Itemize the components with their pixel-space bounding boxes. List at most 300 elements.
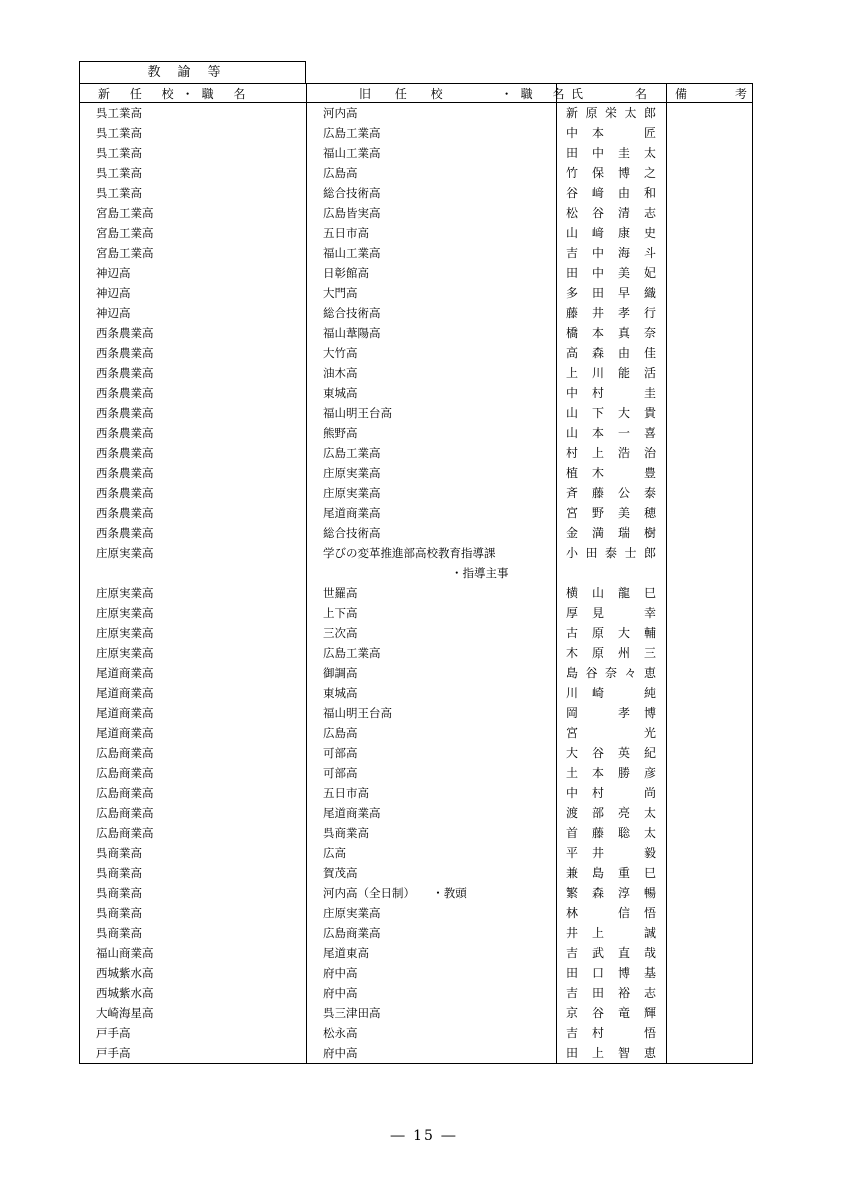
cell-name [557, 263, 667, 283]
cell-note [667, 223, 753, 243]
cell-old-school: 広島工業高 [307, 123, 557, 143]
cell-name [557, 163, 667, 183]
cell-old-school: 呉商業高 [307, 823, 557, 843]
cell-note [667, 843, 753, 863]
cell-new-school: 呉工業高 [80, 123, 307, 143]
cell-old-school: 広島皆実高 [307, 203, 557, 223]
cell-old-school: 尾道東高 [307, 943, 557, 963]
cell-old-school: 熊野高 [307, 423, 557, 443]
person-name: 中本 匠 [566, 126, 656, 140]
cell-new-school: 大崎海星高 [80, 1003, 307, 1023]
cell-name [557, 623, 667, 643]
table-row [80, 1003, 753, 1023]
table-row [80, 1043, 753, 1064]
cell-old-school: 学びの変革推進部高校教育指導課 [307, 543, 557, 563]
cell-note [667, 723, 753, 743]
cell-new-school: 広島商業高 [80, 743, 307, 763]
person-name: 新原栄太郎 [566, 106, 656, 120]
person-name: 島谷奈々恵 [566, 666, 656, 680]
person-name: 吉村 悟 [566, 1026, 656, 1040]
cell-new-school: 西条農業高 [80, 363, 307, 383]
cell-name [557, 543, 667, 563]
cell-old-school: 府中高 [307, 983, 557, 1003]
person-name: 宮 光 [566, 726, 656, 740]
table-row [80, 763, 753, 783]
cell-name [557, 363, 667, 383]
person-name: 山下大貴 [566, 406, 656, 420]
cell-new-school: 呉商業高 [80, 903, 307, 923]
cell-note [667, 903, 753, 923]
cell-new-school: 戸手高 [80, 1043, 307, 1064]
cell-old-school: 広島高 [307, 163, 557, 183]
cell-note [667, 203, 753, 223]
person-name: 古原大輔 [566, 626, 656, 640]
header-old-school [307, 84, 573, 103]
cell-name [557, 603, 667, 623]
cell-new-school: 宮島工業高 [80, 203, 307, 223]
cell-old-school: 福山葦陽高 [307, 323, 557, 343]
person-name: 横山龍巳 [566, 586, 656, 600]
person-name: 山﨑康史 [566, 226, 656, 240]
cell-new-school: 西条農業高 [80, 403, 307, 423]
table-row [80, 863, 753, 883]
cell-note [667, 1023, 753, 1043]
cell-new-school: 西城紫水高 [80, 983, 307, 1003]
cell-new-school: 広島商業高 [80, 803, 307, 823]
cell-new-school: 西城紫水高 [80, 963, 307, 983]
table-row [80, 583, 753, 603]
header-name-a: 氏 [571, 86, 584, 101]
cell-old-school [307, 563, 557, 583]
cell-name [557, 103, 667, 124]
cell-name [557, 123, 667, 143]
person-name: 吉武直哉 [566, 946, 656, 960]
person-name: 木原州三 [566, 646, 656, 660]
cell-note [667, 483, 753, 503]
cell-old-school: 庄原実業高 [307, 463, 557, 483]
cell-note [667, 823, 753, 843]
table-row [80, 903, 753, 923]
person-name: 田口博基 [566, 966, 656, 980]
table-row [80, 243, 753, 263]
person-name: 京谷竜輝 [566, 1006, 656, 1020]
table-row [80, 363, 753, 383]
page-number: ― 15 ― [390, 1128, 458, 1144]
table-row [80, 643, 753, 663]
cell-old-school: 五日市高 [307, 223, 557, 243]
person-name: 宮野美穂 [566, 506, 656, 520]
cell-new-school: 戸手高 [80, 1023, 307, 1043]
person-name: 繁森淳暢 [566, 886, 656, 900]
cell-old-school: 東城高 [307, 383, 557, 403]
person-name: 渡部亮太 [566, 806, 656, 820]
table-row [80, 1023, 753, 1043]
table-row [80, 223, 753, 243]
cell-note [667, 783, 753, 803]
cell-note [667, 423, 753, 443]
cell-old-school: 広島工業高 [307, 643, 557, 663]
cell-note [667, 623, 753, 643]
header-new-school: 新 任 校・職 名 [80, 84, 307, 103]
table-row [80, 423, 753, 443]
cell-new-school: 庄原実業高 [80, 623, 307, 643]
table-row [80, 963, 753, 983]
person-name: 井上 誠 [566, 926, 656, 940]
table-body [80, 103, 753, 1064]
cell-name [557, 823, 667, 843]
cell-name [557, 743, 667, 763]
cell-new-school: 神辺高 [80, 283, 307, 303]
cell-old-school: 福山明王台高 [307, 403, 557, 423]
cell-name [557, 783, 667, 803]
cell-new-school: 呉商業高 [80, 863, 307, 883]
cell-note [667, 703, 753, 723]
header-name-b: 名 [635, 86, 648, 101]
person-name: 林 信悟 [566, 906, 656, 920]
person-name: 吉田裕志 [566, 986, 656, 1000]
cell-old-school: 可部高 [307, 763, 557, 783]
cell-new-school: 宮島工業高 [80, 243, 307, 263]
cell-new-school: 広島商業高 [80, 783, 307, 803]
cell-new-school: 呉商業高 [80, 923, 307, 943]
table-row [80, 383, 753, 403]
cell-note [667, 803, 753, 823]
cell-old-school: 御調高 [307, 663, 557, 683]
cell-new-school: 西条農業高 [80, 383, 307, 403]
cell-note [667, 583, 753, 603]
table-row [80, 743, 753, 763]
cell-note [667, 503, 753, 523]
table-row [80, 463, 753, 483]
cell-old-school: 三次高 [307, 623, 557, 643]
table-row [80, 683, 753, 703]
cell-note [667, 963, 753, 983]
cell-name [557, 843, 667, 863]
cell-note [667, 743, 753, 763]
table-row [80, 843, 753, 863]
table-row [80, 503, 753, 523]
cell-name [557, 523, 667, 543]
cell-new-school: 呉工業高 [80, 183, 307, 203]
cell-name [557, 403, 667, 423]
person-name: 高森由佳 [566, 346, 656, 360]
table-row [80, 623, 753, 643]
cell-note [667, 263, 753, 283]
table-row [80, 103, 753, 124]
cell-note [667, 563, 753, 583]
cell-old-school: 呉三津田高 [307, 1003, 557, 1023]
person-name: 谷﨑由和 [566, 186, 656, 200]
cell-old-school: 日彰館高 [307, 263, 557, 283]
cell-new-school [80, 563, 307, 583]
cell-old-school: 大門高 [307, 283, 557, 303]
cell-old-school: 上下高 [307, 603, 557, 623]
cell-new-school: 宮島工業高 [80, 223, 307, 243]
person-name: 中村 尚 [566, 786, 656, 800]
cell-old-school: 広高 [307, 843, 557, 863]
table-row [80, 343, 753, 363]
cell-note [667, 443, 753, 463]
cell-name [557, 183, 667, 203]
cell-name [557, 763, 667, 783]
cell-name [557, 323, 667, 343]
person-name: 土本勝彦 [566, 766, 656, 780]
cell-note [667, 243, 753, 263]
cell-name [557, 1023, 667, 1043]
table-row [80, 663, 753, 683]
cell-new-school: 尾道商業高 [80, 663, 307, 683]
table-row [80, 323, 753, 343]
cell-old-school: 広島商業高 [307, 923, 557, 943]
table-row [80, 703, 753, 723]
person-name: 橋本真奈 [566, 326, 656, 340]
person-name: 竹保博之 [566, 166, 656, 180]
cell-note [667, 403, 753, 423]
section-label: 教諭等 [79, 61, 306, 83]
cell-old-school: 総合技術高 [307, 183, 557, 203]
person-name: 兼島重巳 [566, 866, 656, 880]
person-name: 吉中海斗 [566, 246, 656, 260]
cell-note [667, 303, 753, 323]
cell-old-school: 広島高 [307, 723, 557, 743]
cell-name [557, 503, 667, 523]
table-row [80, 403, 753, 423]
cell-new-school: 西条農業高 [80, 503, 307, 523]
header-name [557, 84, 667, 103]
cell-name [557, 903, 667, 923]
cell-new-school: 庄原実業高 [80, 643, 307, 663]
cell-name [557, 583, 667, 603]
person-name: 村上浩治 [566, 446, 656, 460]
cell-new-school: 神辺高 [80, 303, 307, 323]
table-row [80, 143, 753, 163]
cell-name [557, 663, 667, 683]
cell-new-school: 呉工業高 [80, 103, 307, 124]
table-row [80, 483, 753, 503]
cell-name [557, 563, 667, 583]
cell-new-school: 庄原実業高 [80, 583, 307, 603]
cell-name [557, 383, 667, 403]
table-row [80, 723, 753, 743]
cell-new-school: 呉工業高 [80, 163, 307, 183]
cell-note [667, 943, 753, 963]
person-name: 大谷英紀 [566, 746, 656, 760]
table-row [80, 123, 753, 143]
table-header-row [80, 84, 753, 103]
cell-name [557, 203, 667, 223]
cell-note [667, 863, 753, 883]
cell-new-school: 尾道商業高 [80, 723, 307, 743]
cell-old-school: 尾道商業高 [307, 803, 557, 823]
table-row [80, 263, 753, 283]
cell-old-school: 福山工業高 [307, 243, 557, 263]
cell-new-school: 神辺高 [80, 263, 307, 283]
table-row [80, 443, 753, 463]
table-row [80, 603, 753, 623]
cell-note [667, 603, 753, 623]
cell-new-school: 呉商業高 [80, 843, 307, 863]
cell-note [667, 383, 753, 403]
cell-new-school: 尾道商業高 [80, 683, 307, 703]
cell-note [667, 463, 753, 483]
cell-new-school: 西条農業高 [80, 343, 307, 363]
cell-name [557, 243, 667, 263]
cell-note [667, 103, 753, 124]
header-note-a: 備 [675, 86, 688, 101]
cell-note [667, 983, 753, 1003]
cell-name [557, 803, 667, 823]
cell-note [667, 323, 753, 343]
table-row [80, 783, 753, 803]
cell-old-school: 福山明王台高 [307, 703, 557, 723]
cell-old-school: 可部高 [307, 743, 557, 763]
cell-note [667, 763, 753, 783]
cell-new-school: 庄原実業高 [80, 603, 307, 623]
cell-old-school: 庄原実業高 [307, 483, 557, 503]
cell-name [557, 223, 667, 243]
table-row [80, 183, 753, 203]
table-row [80, 923, 753, 943]
cell-name [557, 723, 667, 743]
table-row [80, 543, 753, 563]
person-name: 田中美妃 [566, 266, 656, 280]
person-name: 松谷清志 [566, 206, 656, 220]
cell-old-school: 総合技術高 [307, 303, 557, 323]
table-row [80, 203, 753, 223]
person-name: 平井 毅 [566, 846, 656, 860]
cell-note [667, 283, 753, 303]
cell-new-school: 呉商業高 [80, 883, 307, 903]
cell-old-school: 河内高（全日制） ・教頭 [307, 883, 557, 903]
cell-old-school: 総合技術高 [307, 523, 557, 543]
cell-name [557, 283, 667, 303]
table-row [80, 563, 753, 583]
cell-name [557, 443, 667, 463]
person-name: 首藤聡太 [566, 826, 656, 840]
cell-name [557, 703, 667, 723]
table-row [80, 283, 753, 303]
cell-old-school: 松永高 [307, 1023, 557, 1043]
table-row [80, 803, 753, 823]
header-old-school-b: ・職 名 [500, 86, 573, 101]
table-row [80, 163, 753, 183]
cell-name [557, 643, 667, 663]
person-name: 植木 豊 [566, 466, 656, 480]
personnel-table [79, 83, 753, 1064]
cell-new-school: 西条農業高 [80, 463, 307, 483]
cell-name [557, 683, 667, 703]
header-note-b: 考 [735, 86, 748, 101]
cell-note [667, 643, 753, 663]
table-row [80, 983, 753, 1003]
cell-new-school: 西条農業高 [80, 483, 307, 503]
cell-name [557, 423, 667, 443]
person-name: 藤井孝行 [566, 306, 656, 320]
cell-note [667, 1043, 753, 1064]
cell-note [667, 343, 753, 363]
cell-note [667, 363, 753, 383]
cell-old-school: 尾道商業高 [307, 503, 557, 523]
person-name: 多田早織 [566, 286, 656, 300]
person-name: 金満瑞樹 [566, 526, 656, 540]
cell-old-school: 東城高 [307, 683, 557, 703]
cell-name [557, 143, 667, 163]
cell-note [667, 883, 753, 903]
cell-old-school: 庄原実業高 [307, 903, 557, 923]
cell-old-school: 府中高 [307, 963, 557, 983]
cell-new-school: 呉工業高 [80, 143, 307, 163]
person-name: 斉藤公泰 [566, 486, 656, 500]
cell-new-school: 広島商業高 [80, 823, 307, 843]
cell-name [557, 303, 667, 323]
cell-new-school: 広島商業高 [80, 763, 307, 783]
table-row [80, 523, 753, 543]
header-note [667, 84, 753, 103]
person-name: 山本一喜 [566, 426, 656, 440]
table-row [80, 823, 753, 843]
cell-note [667, 663, 753, 683]
cell-note [667, 183, 753, 203]
cell-old-school: 河内高 [307, 103, 557, 124]
cell-name [557, 983, 667, 1003]
table-row [80, 883, 753, 903]
cell-old-school: 大竹高 [307, 343, 557, 363]
person-name: 中村 圭 [566, 386, 656, 400]
person-name: 上川能活 [566, 366, 656, 380]
cell-new-school: 福山商業高 [80, 943, 307, 963]
person-name: 田中圭太 [566, 146, 656, 160]
cell-note [667, 143, 753, 163]
table-row [80, 303, 753, 323]
cell-name [557, 863, 667, 883]
cell-name [557, 883, 667, 903]
cell-new-school: 尾道商業高 [80, 703, 307, 723]
cell-note [667, 543, 753, 563]
cell-name [557, 343, 667, 363]
cell-note [667, 523, 753, 543]
cell-name [557, 923, 667, 943]
person-name: 田上智恵 [566, 1046, 656, 1060]
cell-old-school-continuation: ・指導主事 [451, 566, 509, 580]
cell-old-school: 福山工業高 [307, 143, 557, 163]
cell-new-school: 西条農業高 [80, 443, 307, 463]
cell-new-school: 西条農業高 [80, 523, 307, 543]
cell-new-school: 西条農業高 [80, 323, 307, 343]
header-old-school-a: 旧 任 校 [359, 86, 453, 101]
cell-old-school: 世羅高 [307, 583, 557, 603]
cell-old-school: 広島工業高 [307, 443, 557, 463]
cell-name [557, 1043, 667, 1064]
table-row [80, 943, 753, 963]
cell-old-school: 賀茂高 [307, 863, 557, 883]
cell-name [557, 963, 667, 983]
person-name: 川崎 純 [566, 686, 656, 700]
cell-old-school: 油木高 [307, 363, 557, 383]
cell-note [667, 163, 753, 183]
cell-name [557, 943, 667, 963]
cell-note [667, 683, 753, 703]
cell-name [557, 483, 667, 503]
cell-note [667, 1003, 753, 1023]
person-name: 小田泰士郎 [566, 546, 656, 560]
person-name: 岡 孝博 [566, 706, 656, 720]
cell-new-school: 西条農業高 [80, 423, 307, 443]
cell-name [557, 1003, 667, 1023]
cell-name [557, 463, 667, 483]
cell-note [667, 123, 753, 143]
person-name: 厚見 幸 [566, 606, 656, 620]
cell-old-school: 五日市高 [307, 783, 557, 803]
